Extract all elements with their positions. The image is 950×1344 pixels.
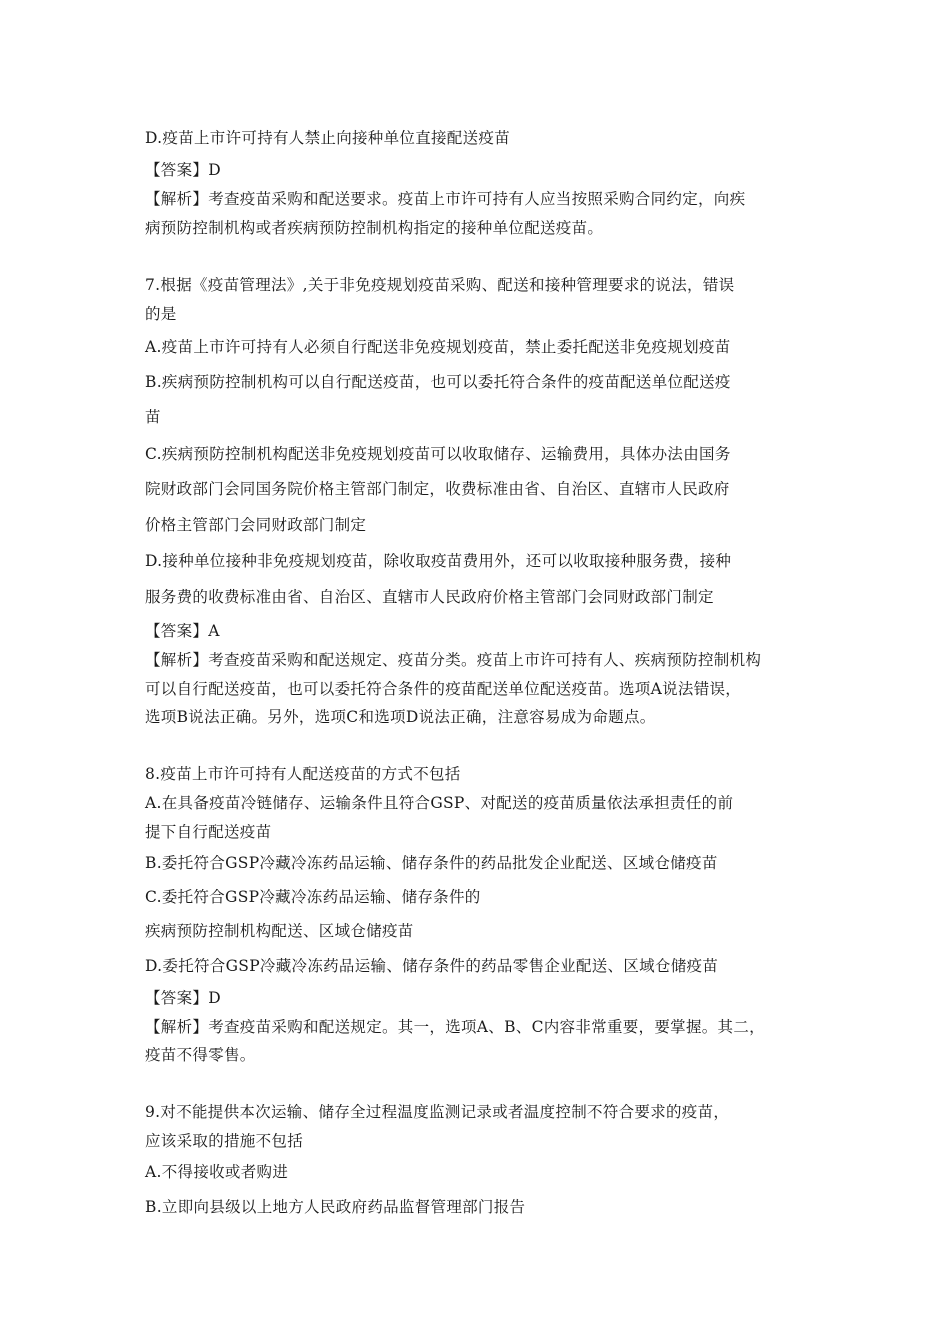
- q6-analysis-line-1: 【解析】考查疫苗采购和配送要求。疫苗上市许可持有人应当按照采购合同约定，向疾: [145, 190, 746, 208]
- q7-analysis-line-3: 选项B说法正确。另外，选项C和选项D说法正确，注意容易成为命题点。: [145, 708, 656, 726]
- q6-option-d: D.疫苗上市许可持有人禁止向接种单位直接配送疫苗: [145, 129, 511, 147]
- q7-option-a: A.疫苗上市许可持有人必须自行配送非免疫规划疫苗，禁止委托配送非免疫规划疫苗: [145, 338, 731, 356]
- q7-answer: 【答案】A: [145, 622, 220, 640]
- q9-option-b: B.立即向县级以上地方人民政府药品监督管理部门报告: [145, 1198, 526, 1216]
- q8-option-b: B.委托符合GSP冷藏冷冻药品运输、储存条件的药品批发企业配送、区域仓储疫苗: [145, 854, 718, 872]
- q6-answer: 【答案】D: [145, 161, 221, 179]
- q7-analysis-line-1: 【解析】考查疫苗采购和配送规定、疫苗分类。疫苗上市许可持有人、疾病预防控制机构: [145, 651, 762, 669]
- q9-stem-line-2: 应该采取的措施不包括: [145, 1132, 304, 1150]
- q7-option-c-line-2: 院财政部门会同国务院价格主管部门制定，收费标准由省、自治区、直辖市人民政府: [145, 480, 730, 498]
- q7-option-b-line-2: 苗: [145, 408, 161, 426]
- q8-option-c-line-2: 疾病预防控制机构配送、区域仓储疫苗: [145, 922, 414, 940]
- q7-option-b-line-1: B.疾病预防控制机构可以自行配送疫苗，也可以委托符合条件的疫苗配送单位配送疫: [145, 373, 731, 391]
- q7-stem-line-2: 的是: [145, 305, 177, 323]
- q8-answer: 【答案】D: [145, 989, 221, 1007]
- q8-analysis-line-2: 疫苗不得零售。: [145, 1046, 256, 1064]
- q7-option-d-line-1: D.接种单位接种非免疫规划疫苗，除收取疫苗费用外，还可以收取接种服务费，接种: [145, 552, 732, 570]
- q8-option-a-line-2: 提下自行配送疫苗: [145, 823, 272, 841]
- q8-option-d: D.委托符合GSP冷藏冷冻药品运输、储存条件的药品零售企业配送、区域仓储疫苗: [145, 957, 719, 975]
- q8-stem: 8.疫苗上市许可持有人配送疫苗的方式不包括: [145, 765, 461, 783]
- q8-option-c-line-1: C.委托符合GSP冷藏冷冻药品运输、储存条件的: [145, 888, 481, 906]
- q8-option-a-line-1: A.在具备疫苗冷链储存、运输条件且符合GSP、对配送的疫苗质量依法承担责任的前: [145, 794, 734, 812]
- q7-analysis-line-2: 可以自行配送疫苗，也可以委托符合条件的疫苗配送单位配送疫苗。选项A说法错误，: [145, 680, 742, 698]
- q9-option-a: A.不得接收或者购进: [145, 1163, 289, 1181]
- q7-option-c-line-1: C.疾病预防控制机构配送非免疫规划疫苗可以收取储存、运输费用，具体办法由国务: [145, 445, 731, 463]
- q7-option-c-line-3: 价格主管部门会同财政部门制定: [145, 516, 367, 534]
- q7-stem-line-1: 7.根据《疫苗管理法》,关于非免疫规划疫苗采购、配送和接种管理要求的说法，错误: [145, 276, 735, 294]
- q8-analysis-line-1: 【解析】考查疫苗采购和配送规定。其一，选项A、B、C内容非常重要，要掌握。其二，: [145, 1018, 765, 1036]
- q9-stem-line-1: 9.对不能提供本次运输、储存全过程温度监测记录或者温度控制不符合要求的疫苗，: [145, 1103, 730, 1121]
- q7-option-d-line-2: 服务费的收费标准由省、自治区、直辖市人民政府价格主管部门会同财政部门制定: [145, 588, 714, 606]
- q6-analysis-line-2: 病预防控制机构或者疾病预防控制机构指定的接种单位配送疫苗。: [145, 219, 604, 237]
